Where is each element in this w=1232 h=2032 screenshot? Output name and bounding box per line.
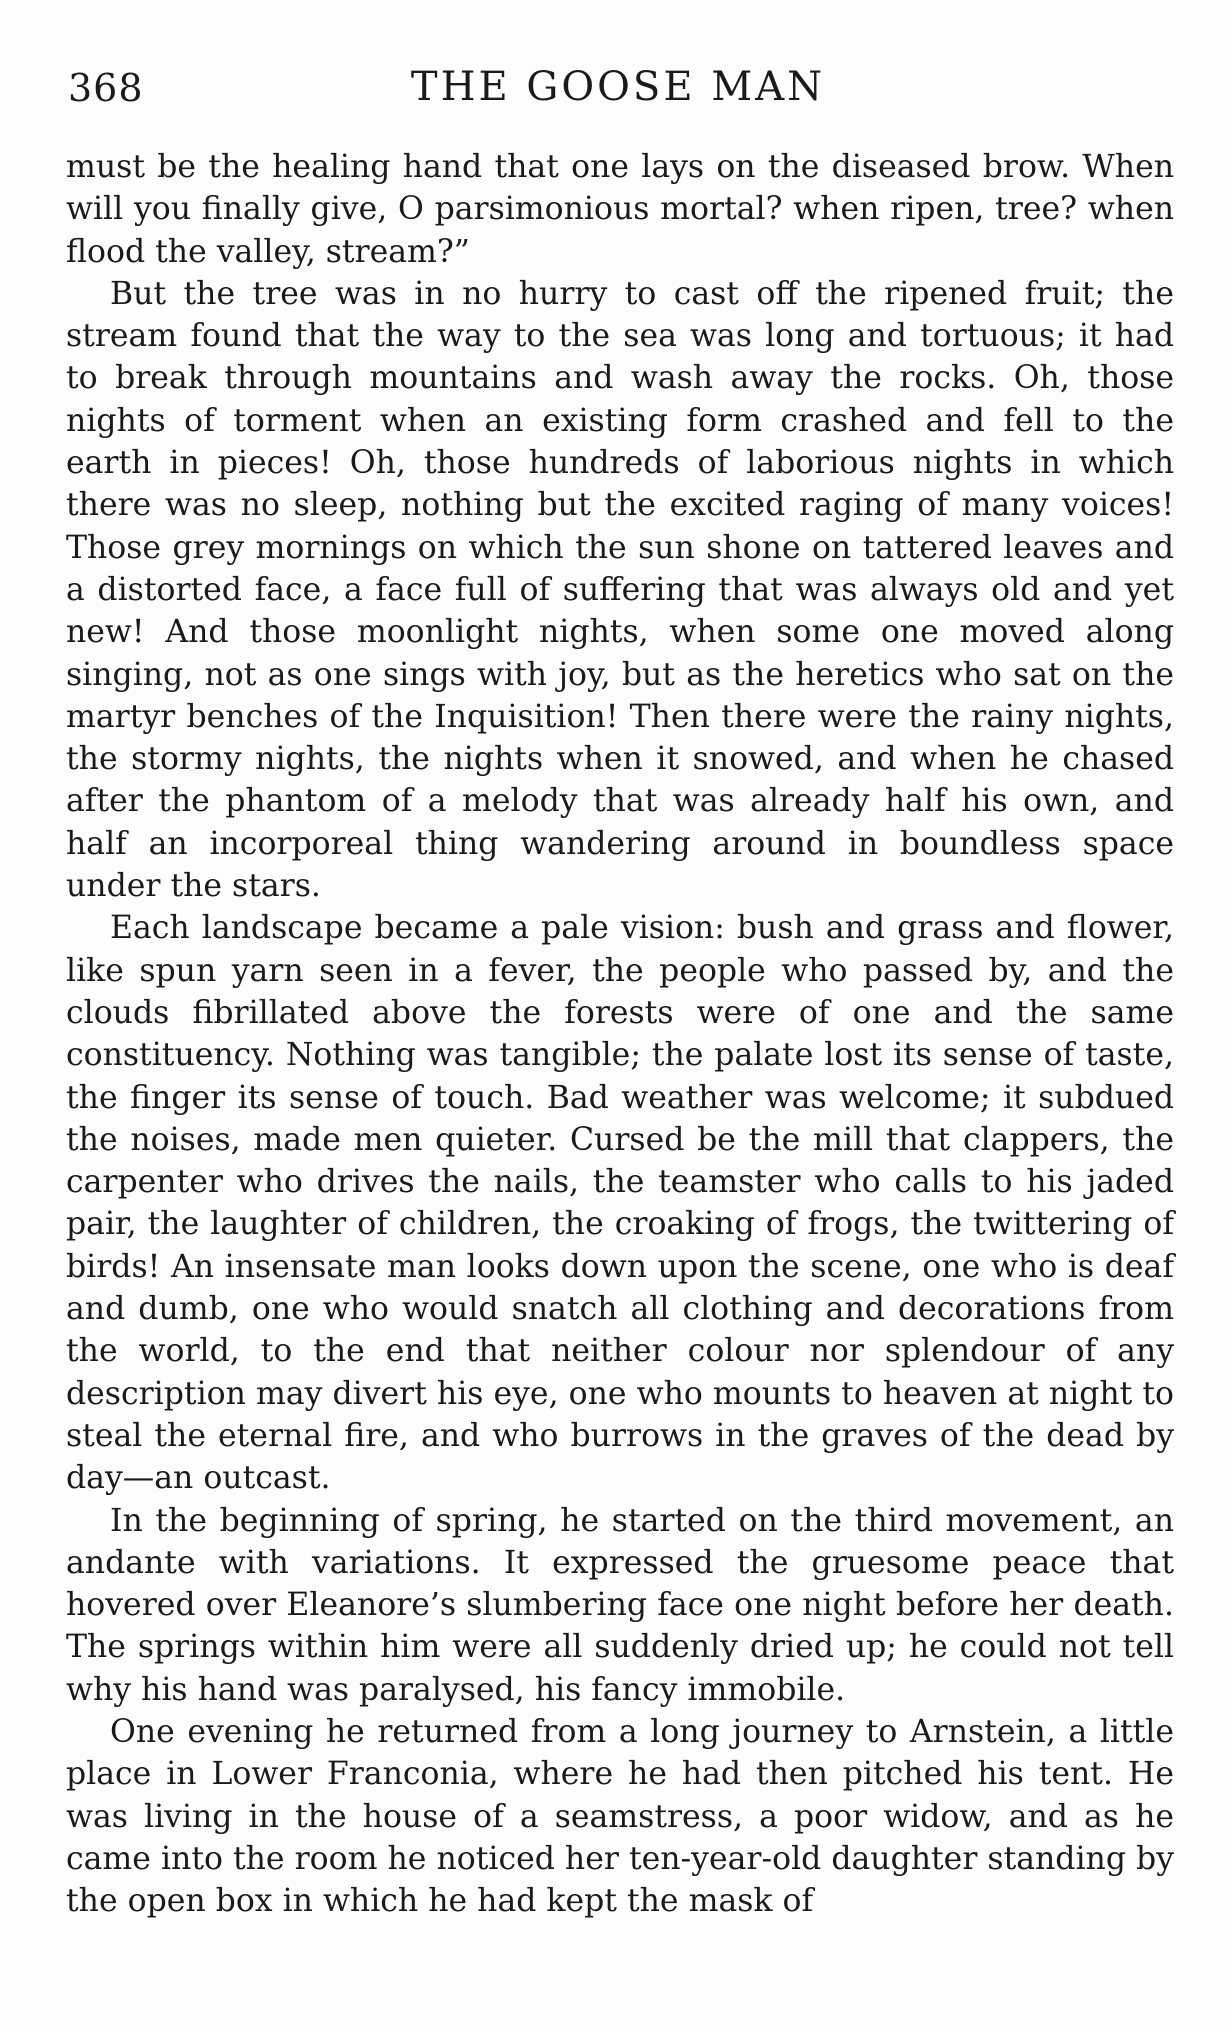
paragraph-tree-and-stream: But the tree was in no hurry to cast off the ripened fruit; the stream found that the way to the sea was long and tortuous; it had to break through mountains and wash away the rocks. Oh, those nights of torment when an existing form crashed and fell to the earth in pieces! Oh, those hundreds of laborious nights in which there was no sleep, nothing but the excited raging of many voices! Those grey mornings on which the sun shone on tattered leaves and a distorted face, a face full of suffering that was always old and yet new! And those moonlight nights, when some one moved along singing, not as one sings with joy, but as the heretics who sat on the martyr benches of the Inquisition! Then there were the rainy nights, the stormy nights, the nights when it snowed, and when he chased after the phantom of a melody that was already half his own, and half an incorporeal thing wandering around in boundless space under the stars. (66, 275, 1174, 905)
page-header (68, 60, 1168, 120)
paragraph-continuation: must be the healing hand that one lays on the diseased brow. When will you finally give, O parsimonious mortal? when ripen, tree? when flood the valley, stream?” (66, 149, 1174, 270)
body-text (66, 146, 1174, 1922)
page-number: 368 (68, 66, 144, 110)
paragraph-arnstein: One evening he returned from a long journey to Arnstein, a little place in Lower Franconia, where he had then pitched his tent. He was living in the house of a seamstress, a poor widow, and as he came into the room he noticed her ten-year-old daughter standing by the open box in which he had kept the mask of (66, 1713, 1174, 1920)
running-head: THE GOOSE MAN (410, 64, 826, 110)
paragraph-landscape: Each landscape became a pale vision: bush and grass and flower, like spun yarn seen in a fever, the people who passed by, and the clouds fibrillated above the forests were of one and the same constituency. Nothing was tangible; the palate lost its sense of taste, the finger its sense of touch. Bad weather was welcome; it subdued the noises, made men quieter. Cursed be the mill that clappers, the carpenter who drives the nails, the teamster who calls to his jaded pair, the laughter of children, the croaking of frogs, the twittering of birds! An insensate man looks down upon the scene, one who is deaf and dumb, one who would snatch all clothing and decorations from the world, to the end that neither colour nor splendour of any description may divert his eye, one who mounts to heaven at night to steal the eternal fire, and who burrows in the graves of the dead by day—an outcast. (66, 910, 1174, 1497)
paragraph-spring-andante: In the beginning of spring, he started on the third movement, an andante with variations. It expressed the gruesome peace that hovered over Eleanore’s slumbering face one night before her death. The springs within him were all suddenly dried up; he could not tell why his hand was paralysed, his fancy immobile. (66, 1502, 1174, 1708)
